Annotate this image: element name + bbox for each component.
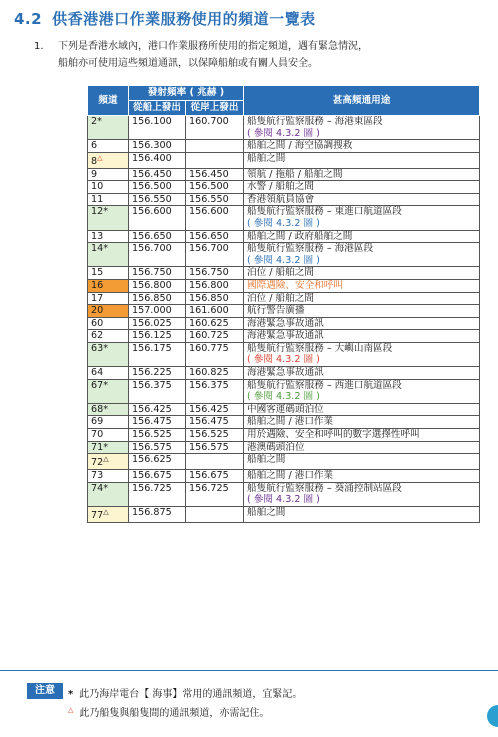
table-row	[88, 181, 480, 194]
star-mark: *	[103, 379, 109, 391]
channel-number: 60	[91, 317, 104, 329]
table-row	[88, 140, 480, 153]
shore-freq-cell	[186, 506, 244, 522]
shore-freq-cell	[186, 152, 244, 168]
intro-line-1: 下列是香港水域內，港口作業服務所使用的指定頻道，遇有緊急情況，	[58, 41, 368, 52]
usage-text: 船舶之間	[247, 152, 286, 164]
shore-freq-cell: 156.725	[186, 482, 244, 506]
shore-freq-cell: 156.650	[186, 230, 244, 243]
star-mark: *	[103, 441, 109, 453]
channel-number: 67	[91, 379, 104, 391]
intro-line-2: 船舶亦可使用這些頻道通訊，以保障船舶或有關人員安全。	[58, 58, 318, 69]
header-channel: 頻道	[88, 86, 129, 116]
usage-text: 船舶之間 / 政府船舶之間	[247, 230, 353, 242]
shore-freq-cell: 156.500	[186, 181, 244, 194]
channel-number: 14	[91, 243, 104, 255]
ship-freq-cell: 156.125	[129, 330, 186, 343]
channel-number: 73	[91, 470, 104, 481]
channel-number: 69	[91, 416, 104, 428]
channel-cell	[88, 454, 129, 470]
usage-text: 船隻航行監察服務 – 大嶼山南區段	[247, 342, 393, 354]
triangle-mark: △	[103, 455, 109, 464]
ship-freq-cell: 156.675	[129, 470, 186, 483]
shore-freq-cell	[186, 454, 244, 470]
shore-freq-cell: 156.750	[186, 267, 244, 280]
star-mark: *	[103, 206, 109, 218]
usage-text: 船舶之間 / 港口作業	[247, 470, 334, 481]
table-row	[88, 454, 480, 470]
channel-cell	[88, 230, 129, 243]
star-mark: *	[103, 342, 109, 354]
usage-cell	[244, 429, 480, 442]
star-mark: *	[97, 116, 102, 127]
shore-freq-cell: 156.425	[186, 403, 244, 416]
ship-freq-cell: 156.025	[129, 317, 186, 330]
table-row	[88, 330, 480, 343]
shore-freq-cell: 160.625	[186, 317, 244, 330]
channel-cell	[88, 243, 129, 267]
channel-cell	[88, 367, 129, 380]
channel-cell	[88, 168, 129, 181]
ship-freq-cell: 156.575	[129, 441, 186, 454]
channel-number: 17	[91, 292, 104, 304]
channel-cell	[88, 416, 129, 429]
usage-cell	[244, 116, 480, 140]
usage-cell	[244, 193, 480, 206]
channel-number: 6	[91, 140, 98, 152]
table-row	[88, 367, 480, 380]
channel-number: 13	[91, 230, 104, 242]
table-row	[88, 429, 480, 442]
table-row	[88, 292, 480, 305]
shore-freq-cell: 156.525	[186, 429, 244, 442]
figure-reference: ( 參閱 4.3.2 圖 )	[247, 494, 320, 506]
usage-text: 船舶之間	[247, 506, 286, 518]
channel-cell	[88, 206, 129, 230]
channel-cell	[88, 482, 129, 506]
usage-text: 海港緊急事故通訊	[247, 367, 324, 379]
ship-freq-cell: 156.225	[129, 367, 186, 380]
ship-freq-cell: 156.300	[129, 140, 186, 153]
triangle-mark: △	[103, 507, 109, 516]
shore-freq-cell: 156.575	[186, 441, 244, 454]
usage-text: 泊位 / 船舶之間	[247, 292, 314, 304]
channel-number: 68	[91, 403, 104, 415]
channel-cell	[88, 305, 129, 318]
ship-freq-cell: 156.600	[129, 206, 186, 230]
shore-freq-cell: 160.700	[186, 116, 244, 140]
channel-cell	[88, 441, 129, 454]
channel-number: 20	[91, 305, 104, 317]
usage-text: 港澳碼頭泊位	[247, 441, 305, 453]
channel-cell	[88, 193, 129, 206]
channel-number: 9	[91, 168, 98, 180]
usage-text: 海港緊急事故通訊	[247, 330, 324, 342]
channel-cell	[88, 116, 129, 140]
table-row	[88, 193, 480, 206]
channel-number: 72	[91, 457, 104, 469]
shore-freq-cell: 156.450	[186, 168, 244, 181]
channel-number: 15	[91, 267, 104, 279]
table-row	[88, 379, 480, 403]
usage-text: 領航 / 拖船 / 船舶之間	[247, 168, 343, 180]
figure-reference: ( 參閱 4.3.2 圖 )	[247, 354, 320, 366]
usage-cell	[244, 181, 480, 194]
ship-freq-cell: 156.725	[129, 482, 186, 506]
channel-cell	[88, 429, 129, 442]
usage-text: 船隻航行監察服務 – 海港區段	[247, 243, 374, 255]
table-row	[88, 116, 480, 140]
channel-number: 2	[91, 116, 98, 127]
table-row	[88, 152, 480, 168]
table-row	[88, 317, 480, 330]
channel-number: 12	[91, 206, 104, 218]
shore-freq-cell: 160.725	[186, 330, 244, 343]
ship-freq-cell: 156.450	[129, 168, 186, 181]
usage-cell	[244, 330, 480, 343]
usage-cell	[244, 416, 480, 429]
channel-cell	[88, 506, 129, 522]
ship-freq-cell: 156.850	[129, 292, 186, 305]
section-heading	[14, 8, 316, 29]
header-usage: 甚高頻通用途	[244, 86, 480, 116]
table-row	[88, 416, 480, 429]
ship-freq-cell: 156.875	[129, 506, 186, 522]
note-star-text: 此乃海岸電台【 海事】常用的通訊頻道，宜緊記。	[79, 689, 303, 700]
usage-cell	[244, 367, 480, 380]
usage-text: 水警 / 船舶之間	[247, 181, 314, 193]
channel-number: 63	[91, 342, 104, 354]
usage-text: 泊位 / 船舶之間	[247, 267, 314, 279]
header-tx-freq: 發射頻率 ( 兆赫 )	[129, 86, 244, 101]
ship-freq-cell: 156.650	[129, 230, 186, 243]
usage-cell	[244, 470, 480, 483]
shore-freq-cell: 156.700	[186, 243, 244, 267]
star-mark: *	[103, 403, 109, 415]
usage-cell	[244, 305, 480, 318]
intro-index: 1.	[34, 41, 44, 52]
ship-freq-cell: 156.800	[129, 279, 186, 292]
figure-reference: ( 參閱 4.3.2 圖 )	[247, 254, 320, 266]
note-triangle	[68, 704, 269, 719]
usage-cell	[244, 243, 480, 267]
shore-freq-cell: 156.550	[186, 193, 244, 206]
section-number: 4.2	[14, 10, 43, 28]
channel-cell	[88, 470, 129, 483]
shore-freq-cell: 156.475	[186, 416, 244, 429]
ship-freq-cell: 156.175	[129, 342, 186, 366]
usage-text: 國際遇險、安全和呼叫	[247, 279, 343, 291]
usage-text: 中國客運碼頭泊位	[247, 403, 324, 415]
section-title: 供香港港口作業服務使用的頻道一覽表	[52, 10, 316, 28]
ship-freq-cell: 156.100	[129, 116, 186, 140]
table-row	[88, 342, 480, 366]
shore-freq-cell: 156.375	[186, 379, 244, 403]
notes-divider	[0, 670, 498, 671]
shore-freq-cell: 156.675	[186, 470, 244, 483]
note-star	[68, 685, 302, 700]
channel-cell	[88, 279, 129, 292]
channel-number: 11	[91, 193, 104, 205]
channel-number: 8	[91, 155, 98, 167]
table-row	[88, 482, 480, 506]
ship-freq-cell: 156.400	[129, 152, 186, 168]
channel-number: 71	[91, 441, 104, 453]
frequency-table	[87, 85, 480, 523]
channel-cell	[88, 330, 129, 343]
channel-cell	[88, 317, 129, 330]
notes-label: 注意	[27, 683, 63, 699]
usage-cell	[244, 454, 480, 470]
channel-cell	[88, 342, 129, 366]
usage-text: 船隻航行監察服務 – 海港東區段	[247, 116, 383, 127]
channel-number: 64	[91, 367, 104, 379]
usage-cell	[244, 482, 480, 506]
ship-freq-cell: 156.525	[129, 429, 186, 442]
usage-text: 海港緊急事故通訊	[247, 317, 324, 329]
table-row	[88, 441, 480, 454]
figure-reference: ( 參閱 4.3.2 圖 )	[247, 127, 320, 139]
intro-paragraph	[34, 38, 478, 72]
usage-text: 船隻航行監察服務 – 東進口航道區段	[247, 206, 402, 218]
ship-freq-cell: 156.700	[129, 243, 186, 267]
ship-freq-cell: 156.625	[129, 454, 186, 470]
usage-text: 船舶之間 / 海空協調搜救	[247, 140, 353, 152]
usage-cell	[244, 267, 480, 280]
shore-freq-cell: 156.850	[186, 292, 244, 305]
header-from-ship: 從船上發出	[129, 101, 186, 116]
usage-cell	[244, 403, 480, 416]
channel-cell	[88, 152, 129, 168]
ship-freq-cell: 156.550	[129, 193, 186, 206]
note-star-mark: *	[68, 689, 74, 700]
table-row	[88, 267, 480, 280]
channel-cell	[88, 140, 129, 153]
shore-freq-cell: 156.600	[186, 206, 244, 230]
star-mark: *	[103, 243, 109, 255]
table-body	[88, 116, 480, 523]
ship-freq-cell: 156.475	[129, 416, 186, 429]
table-row	[88, 506, 480, 522]
channel-number: 70	[91, 429, 104, 441]
usage-cell	[244, 168, 480, 181]
usage-cell	[244, 206, 480, 230]
channel-cell	[88, 181, 129, 194]
star-mark: *	[103, 482, 109, 494]
usage-text: 香港領航員協會	[247, 193, 315, 205]
usage-text: 航行警告廣播	[247, 305, 305, 317]
ship-freq-cell: 156.375	[129, 379, 186, 403]
channel-number: 62	[91, 330, 104, 342]
note-triangle-mark: △	[68, 705, 74, 714]
usage-cell	[244, 379, 480, 403]
shore-freq-cell	[186, 140, 244, 153]
ship-freq-cell: 157.000	[129, 305, 186, 318]
shore-freq-cell: 160.825	[186, 367, 244, 380]
table-row	[88, 206, 480, 230]
ship-freq-cell: 156.425	[129, 403, 186, 416]
usage-cell	[244, 441, 480, 454]
usage-text: 船隻航行監察服務 – 葵涌控制站區段	[247, 482, 402, 494]
usage-cell	[244, 292, 480, 305]
usage-text: 船舶之間	[247, 454, 286, 466]
ship-freq-cell: 156.500	[129, 181, 186, 194]
table-row	[88, 403, 480, 416]
channel-cell	[88, 267, 129, 280]
shore-freq-cell: 160.775	[186, 342, 244, 366]
channel-number: 74	[91, 482, 104, 494]
table-row	[88, 470, 480, 483]
usage-cell	[244, 140, 480, 153]
usage-cell	[244, 342, 480, 366]
table-row	[88, 243, 480, 267]
table-row	[88, 168, 480, 181]
table-row	[88, 230, 480, 243]
usage-text: 船隻航行監察服務 – 西進口航道區段	[247, 379, 402, 391]
channel-number: 16	[91, 279, 104, 291]
table-row	[88, 279, 480, 292]
usage-cell	[244, 506, 480, 522]
ship-freq-cell: 156.750	[129, 267, 186, 280]
channel-cell	[88, 379, 129, 403]
channel-number: 77	[91, 509, 104, 521]
figure-reference: ( 參閱 4.3.2 圖 )	[247, 391, 320, 403]
page-corner-dot	[487, 705, 498, 727]
shore-freq-cell: 156.800	[186, 279, 244, 292]
channel-cell	[88, 403, 129, 416]
figure-reference: ( 參閱 4.3.2 圖 )	[247, 217, 320, 229]
channel-cell	[88, 292, 129, 305]
note-triangle-text: 此乃船隻與船隻間的通訊頻道，亦需記住。	[79, 708, 270, 719]
usage-text: 用於遇險、安全和呼叫的數字選擇性呼叫	[247, 429, 420, 441]
usage-cell	[244, 317, 480, 330]
usage-cell	[244, 152, 480, 168]
usage-text: 船舶之間 / 港口作業	[247, 416, 334, 428]
table-row	[88, 305, 480, 318]
shore-freq-cell: 161.600	[186, 305, 244, 318]
usage-cell	[244, 279, 480, 292]
triangle-mark: △	[97, 153, 103, 162]
usage-cell	[244, 230, 480, 243]
header-from-shore: 從岸上發出	[186, 101, 244, 116]
channel-number: 10	[91, 181, 104, 193]
